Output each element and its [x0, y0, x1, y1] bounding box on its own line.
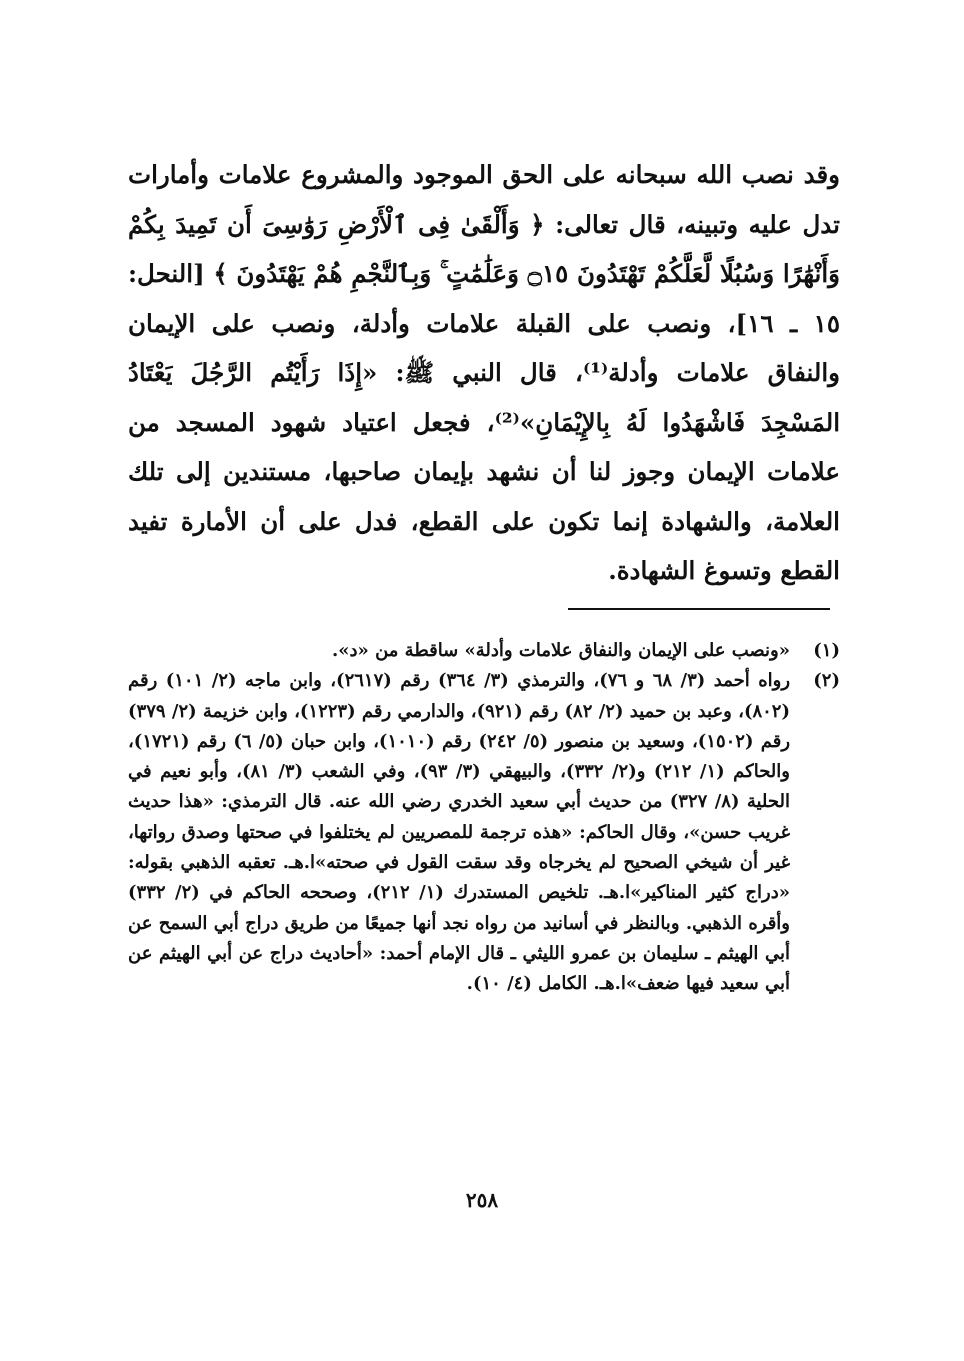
footnote-1	[128, 636, 840, 666]
footnote-text: «ونصب على الإيمان والنفاق علامات وأدلة» ساقطة من «د».	[332, 640, 790, 661]
main-paragraph: وقد نصب الله سبحانه على الحق الموجود والمشروع علامات وأمارات تدل عليه وتبينه، قال تعالى: ﴿ وَأَلْقَىٰ فِى ٱلْأَرْضِ رَوَٰسِىَ أَن تَمِيدَ بِكُمْ وَأَنْهَٰرًا وَسُبُلًا لَّعَلَّكُمْ تَهْتَدُونَ ۝١٥ وَعَلَٰمَٰتٍ ۚ وَبِٱلنَّجْمِ هُمْ يَهْتَدُونَ ﴾ [النحل: ١٥ ـ ١٦]، ونصب على القبلة علامات وأدلة، ونصب على الإيمان والنفاق علامات وأدلة⁽¹⁾، قال النبي ﷺ: «إِذَا رَأَيْتُم الرَّجُلَ يَعْتَادُ المَسْجِدَ فَاشْهَدُوا لَهُ بِالإِيْمَانِ»⁽²⁾، فجعل اعتياد شهود المسجد من علامات الإيمان وجوز لنا أن نشهد بإيمان صاحبها، مستندين إلى تلك العلامة، والشهادة إنما تكون على القطع، فدل على أن الأمارة تفيد القطع وتسوغ الشهادة.	[128, 160, 841, 585]
footnote-number: (٢)	[813, 670, 840, 692]
footnote-2	[128, 666, 840, 999]
footnote-text: رواه أحمد (٣/ ٦٨ و ٧٦)، والترمذي (٣/ ٣٦٤) رقم (٢٦١٧)، وابن ماجه (٢/ ١٠١) رقم (٨٠٢)، وعبد بن حميد (٢/ ٨٢) رقم (٩٢١)، والدارمي رقم (١٢٢٣)، وابن خزيمة (٢/ ٣٧٩) رقم (١٥٠٢)، وسعيد بن منصور (٥/ ٢٤٢) رقم (١٠١٠)، وابن حبان (٥/ ٦) رقم (١٧٢١)، والحاكم (١/ ٢١٢) و(٢/ ٣٣٢)، والبيهقي (٣/ ٩٣)، وفي الشعب (٣/ ٨١)، وأبو نعيم في الحلية (٨/ ٣٢٧) من حديث أبي سعيد الخدري رضي الله عنه. قال الترمذي: «هذا حديث غريب حسن»، وقال الحاكم: «هذه ترجمة للمصريين لم يختلفوا في صحتها وصدق رواتها، غير أن شيخي الصحيح لم يخرجاه وقد سقت القول في صحته»ا.هـ. تعقبه الذهبي بقوله: «دراج كثير المناكير»ا.هـ. تلخيص المستدرك (١/ ٢١٢)، وصححه الحاكم في (٢/ ٣٣٢) وأقره الذهبي. وبالنظر في أسانيد من رواه نجد أنها جميعًا من طريق دراج أبي السمح عن أبي الهيثم ـ سليمان بن عمرو الليثي ـ قال الإمام أحمد: «أحاديث دراج عن أبي الهيثم عن أبي سعيد فيها ضعف»ا.هـ. الكامل (٤/ ١٠).	[128, 670, 791, 995]
page-number: ٢٥٨	[465, 1188, 499, 1212]
footnotes	[128, 636, 840, 1000]
footnote-number: (١)	[813, 640, 840, 661]
footnote-separator	[568, 608, 830, 610]
